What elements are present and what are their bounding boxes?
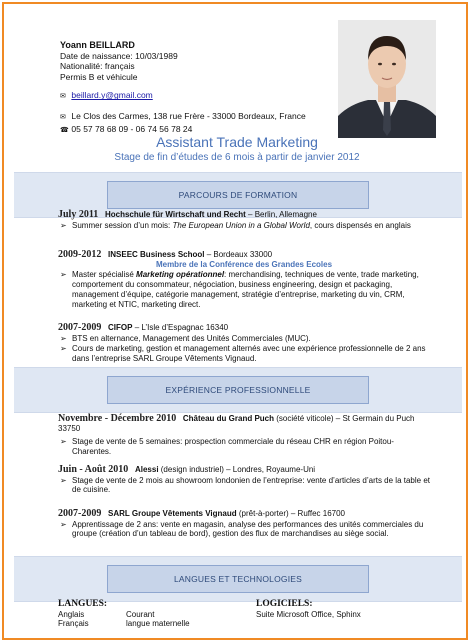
job-title: Assistant Trade Marketing xyxy=(156,134,318,150)
language-row: Français langue maternelle xyxy=(58,619,190,628)
section-title-formation: PARCOURS DE FORMATION xyxy=(107,181,369,209)
entry-date: 2009-2012 xyxy=(58,249,102,260)
entry-org: CIFOP xyxy=(108,323,133,332)
entry-date: 2007-2009 xyxy=(58,322,102,333)
entry-location: (design industriel) – Londres, Royaume-Uni xyxy=(158,465,316,474)
section-title-experience: EXPÉRIENCE PROFESSIONNELLE xyxy=(107,376,369,404)
formation-entry xyxy=(58,210,430,230)
formation-entry xyxy=(58,250,430,309)
entry-org: Hochschule für Wirtschaft und Recht xyxy=(104,210,246,219)
experience-entry xyxy=(58,465,430,495)
entry-bullet: ➢ Master spécialisé Marketing opérationnel: merchandising, techniques de vente, trade marketing, comportement du consommateur, négociation, business engineering, design et packaging, management d’équipe, catégorie management, stratégie d’entreprise, marketing du vin, CRM, marketing et NTIC, marketing direct. xyxy=(58,270,430,309)
address-text: Le Clos des Carmes, 138 rue Frère - 33000 Bordeaux, France xyxy=(71,110,306,121)
section-title-langues: LANGUES ET TECHNOLOGIES xyxy=(107,565,369,593)
candidate-name: Yoann BEILLARD xyxy=(60,40,135,50)
experience-entry xyxy=(58,414,430,457)
formation-entry xyxy=(58,323,430,364)
job-subtitle: Stage de fin d’études de 6 mois à partir de janvier 2012 xyxy=(114,152,360,163)
entry-bullet: ➢ Summer session d’un mois: The European Union in a Global World, cours dispensés en anglais xyxy=(58,221,430,231)
software-heading: LOGICIELS: xyxy=(256,599,313,609)
entry-date: July 2011 xyxy=(58,209,99,220)
contact-header xyxy=(60,40,306,136)
entry-org: Château du Grand Puch xyxy=(182,414,274,423)
phone-text: 05 57 78 68 09 - 06 74 56 78 24 xyxy=(71,123,193,134)
software-text: Suite Microsoft Office, Sphinx xyxy=(256,609,361,619)
entry-date: Juin - Août 2010 xyxy=(58,464,129,475)
software-block xyxy=(256,600,361,619)
experience-entry xyxy=(58,509,430,539)
entry-location: (prêt-à-porter) – Ruffec 16700 xyxy=(236,509,345,518)
entry-bullet: ➢ Stage de vente de 5 semaines: prospection commerciale du réseau CHR en région Poitou-Charentes. xyxy=(58,437,430,456)
entry-org: SARL Groupe Vêtements Vignaud xyxy=(108,509,237,518)
entry-date: 2007-2009 xyxy=(58,508,102,519)
telephone-icon: ☎ xyxy=(60,126,69,134)
email-line xyxy=(60,90,306,103)
nationality: Nationalité: français xyxy=(60,61,135,72)
driving-license: Permis B et véhicule xyxy=(60,71,138,82)
entry-bullet: ➢ Cours de marketing, gestion et management alternés avec une expérience professionnelle de 2 ans dans l’entreprise SARL Groupe Vêtements Vignaud. xyxy=(58,344,430,363)
address-line xyxy=(60,111,306,124)
envelope-icon: ✉ xyxy=(60,93,66,101)
section-band-langues xyxy=(14,556,462,602)
entry-bullet: ➢ BTS en alternance, Management des Unités Commerciales (MUC). xyxy=(58,334,430,344)
languages-heading: LANGUES: xyxy=(58,599,108,609)
email-link[interactable]: beillard.y@gmail.com xyxy=(71,90,153,101)
section-band-experience xyxy=(14,367,462,413)
entry-location: – Bordeaux 33000 xyxy=(204,250,273,259)
birth-date: Date de naissance: 10/03/1989 xyxy=(60,50,178,61)
language-row: Anglais Courant xyxy=(58,609,155,619)
profile-photo xyxy=(338,20,436,138)
entry-org: Alessi xyxy=(134,465,159,474)
entry-location: – Berlin, Allemagne xyxy=(245,210,317,219)
letter-icon: ✉ xyxy=(60,113,66,121)
entry-bullet: ➢ Apprentissage de 2 ans: vente en magasin, analyse des performances des unités commerciales du groupe (création d’un tableau de bord), gestion des flux de marchandises au siège social. xyxy=(58,520,430,539)
entry-date: Novembre - Décembre 2010 xyxy=(58,413,177,424)
entry-org: INSEEC Business School xyxy=(108,250,205,259)
entry-subtitle: Membre de la Conférence des Grandes Ecoles xyxy=(155,259,333,269)
languages-block xyxy=(58,600,190,629)
entry-location: – L’Isle d’Espagnac 16340 xyxy=(132,323,229,332)
entry-location: (société viticole) – St Germain du Puch 33750 xyxy=(58,414,415,433)
entry-bullet: ➢ Stage de vente de 2 mois au showroom londonien de l’entreprise: vente d’articles d’arts de la table et de cuisine. xyxy=(58,476,430,495)
